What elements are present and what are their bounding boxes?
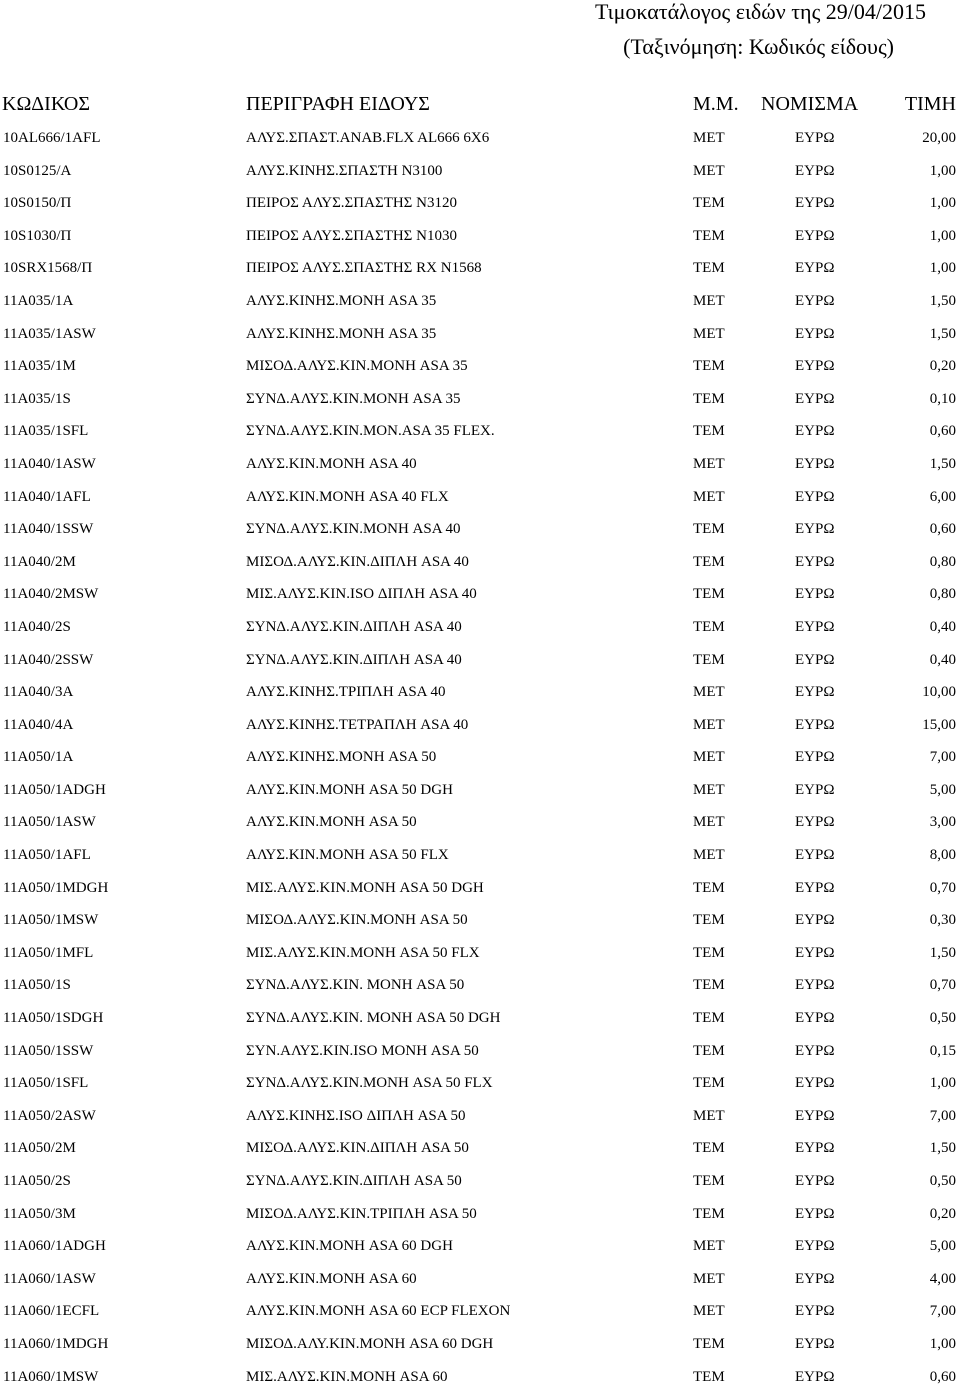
row-unit: ΜΕΤ [693, 325, 725, 342]
row-code: 11A050/1MFL [3, 944, 94, 961]
row-unit: ΜΕΤ [693, 847, 725, 864]
row-code: 11A050/1SSW [3, 1042, 94, 1059]
row-price: 5,00 [929, 1238, 956, 1255]
table-row [0, 709, 960, 742]
row-unit: ΤΕΜ [693, 521, 725, 538]
row-code: 10S0125/A [3, 162, 72, 179]
row-price: 1,00 [929, 260, 956, 277]
table-row [0, 611, 960, 644]
row-currency: ΕΥΡΩ [795, 521, 835, 538]
row-unit: ΜΕΤ [693, 716, 725, 733]
row-description: ΜΙΣΟΔ.ΑΛΥ.ΚΙΝ.ΜΟΝΗ ASA 60 DGH [246, 1335, 494, 1352]
table-row [0, 1263, 960, 1296]
row-price: 0,60 [929, 423, 956, 440]
table-row [0, 155, 960, 188]
row-price: 7,00 [929, 1107, 956, 1124]
row-description: ΜΙΣΟΔ.ΑΛΥΣ.ΚΙΝ.ΜΟΝΗ ASA 50 [246, 912, 468, 929]
row-unit: ΤΕΜ [693, 1010, 725, 1027]
row-code: 11A050/1AFL [3, 847, 91, 864]
table-row [0, 1035, 960, 1068]
row-description: ΜΙΣΟΔ.ΑΛΥΣ.ΚΙΝ.ΔΙΠΛΗ ASA 50 [246, 1140, 469, 1157]
row-code: 11A035/1S [3, 390, 71, 407]
row-currency: ΕΥΡΩ [795, 814, 835, 831]
table-row [0, 1100, 960, 1133]
row-code: 11A050/1MSW [3, 912, 99, 929]
row-description: ΑΛΥΣ.ΚΙΝ.ΜΟΝΗ ASA 40 [246, 455, 417, 472]
row-price: 0,50 [929, 1173, 956, 1189]
row-price: 0,80 [929, 553, 956, 570]
row-unit: ΤΕΜ [693, 358, 725, 375]
row-code: 11A060/1ASW [3, 1270, 96, 1287]
row-price: 1,00 [929, 162, 956, 179]
row-unit: ΤΕΜ [693, 195, 725, 212]
row-unit: ΤΕΜ [693, 944, 725, 961]
row-description: ΣΥΝΔ.ΑΛΥΣ.ΚΙΝ.ΔΙΠΛΗ ASA 40 [246, 651, 462, 668]
row-currency: ΕΥΡΩ [795, 1042, 835, 1059]
row-code: 11A035/1M [3, 358, 76, 375]
row-currency: ΕΥΡΩ [795, 195, 835, 212]
table-row [0, 644, 960, 677]
table-row [0, 1230, 960, 1263]
row-price: 7,00 [929, 749, 956, 766]
row-unit: ΤΕΜ [693, 260, 725, 277]
row-currency: ΕΥΡΩ [795, 292, 835, 309]
row-description: ΑΛΥΣ.ΚΙΝ.ΜΟΝΗ ASA 50 [246, 814, 417, 831]
row-unit: ΜΕΤ [693, 684, 725, 701]
row-description: ΑΛΥΣ.ΚΙΝΗΣ.ΜΟΝΗ ASA 35 [246, 325, 437, 342]
row-price: 7,00 [929, 1303, 956, 1320]
row-code: 11A040/1AFL [3, 488, 91, 505]
table-row [0, 350, 960, 383]
row-description: ΑΛΥΣ.ΚΙΝΗΣ.ΤΕΤΡΑΠΛΗ ASA 40 [246, 716, 469, 733]
row-currency: ΕΥΡΩ [795, 651, 835, 668]
row-currency: ΕΥΡΩ [795, 1368, 835, 1385]
row-code: 10SRX1568/Π [3, 260, 93, 277]
row-code: 11A040/4A [3, 716, 74, 733]
row-price: 1,00 [929, 195, 956, 212]
row-currency: ΕΥΡΩ [795, 488, 835, 505]
row-description: ΣΥΝΔ.ΑΛΥΣ.ΚΙΝ.ΜΟΝ.ASA 35 FLEX. [246, 423, 495, 440]
table-row [0, 1002, 960, 1035]
row-description: ΣΥΝΔ.ΑΛΥΣ.ΚΙΝ.ΜΟΝΗ ASA 35 [246, 390, 461, 407]
row-price: 0,10 [929, 390, 956, 407]
row-unit: ΤΕΜ [693, 1140, 725, 1157]
row-currency: ΕΥΡΩ [795, 1238, 835, 1255]
table-row [0, 1067, 960, 1100]
row-unit: ΜΕΤ [693, 162, 725, 179]
row-code: 11A060/1ECFL [3, 1303, 100, 1320]
row-description: ΜΙΣΟΔ.ΑΛΥΣ.ΚΙΝ.ΜΟΝΗ ASA 35 [246, 358, 468, 375]
row-price: 0,60 [929, 521, 956, 538]
page-title: Τιμοκατάλογος ειδών της 29/04/2015 [595, 0, 926, 24]
row-unit: ΤΕΜ [693, 618, 725, 635]
row-code: 11A040/2S [3, 618, 71, 635]
row-currency: ΕΥΡΩ [795, 227, 835, 244]
table-row [0, 546, 960, 579]
row-price: 20,00 [922, 130, 956, 146]
row-description: ΑΛΥΣ.ΚΙΝ.ΜΟΝΗ ASA 50 FLX [246, 847, 449, 864]
row-currency: ΕΥΡΩ [795, 1270, 835, 1287]
row-unit: ΜΕΤ [693, 1270, 725, 1287]
row-unit: ΤΕΜ [693, 1042, 725, 1059]
row-code: 11A040/2M [3, 553, 76, 570]
row-code: 11A050/3M [3, 1205, 76, 1222]
row-code: 10S0150/Π [3, 195, 72, 212]
table-row [0, 383, 960, 416]
table-row [0, 252, 960, 285]
row-unit: ΤΕΜ [693, 423, 725, 440]
row-price: 3,00 [929, 814, 956, 831]
table-row [0, 318, 960, 351]
row-unit: ΤΕΜ [693, 1335, 725, 1352]
row-description: ΑΛΥΣ.ΚΙΝΗΣ.ΤΡΙΠΛΗ ASA 40 [246, 684, 446, 701]
table-row [0, 122, 960, 155]
row-description: ΠΕΙΡΟΣ ΑΛΥΣ.ΣΠΑΣΤΗΣ Ν1030 [246, 227, 457, 244]
row-currency: ΕΥΡΩ [795, 684, 835, 701]
table-row [0, 1328, 960, 1361]
page-subtitle: (Ταξινόμηση: Κωδικός είδους) [623, 34, 894, 59]
table-row [0, 285, 960, 318]
row-description: ΑΛΥΣ.ΚΙΝΗΣ.ΜΟΝΗ ASA 35 [246, 292, 437, 309]
row-price: 0,60 [929, 1368, 956, 1385]
row-unit: ΜΕΤ [693, 1238, 725, 1255]
row-price: 8,00 [929, 847, 956, 864]
row-currency: ΕΥΡΩ [795, 977, 835, 994]
row-currency: ΕΥΡΩ [795, 1140, 835, 1157]
row-description: ΜΙΣ.ΑΛΥΣ.ΚΙΝ.ISO ΔΙΠΛΗ ASA 40 [246, 586, 477, 603]
row-currency: ΕΥΡΩ [795, 1010, 835, 1027]
row-code: 10S1030/Π [3, 227, 72, 244]
row-price: 1,50 [929, 292, 956, 309]
row-currency: ΕΥΡΩ [795, 423, 835, 440]
row-code: 11A060/1MSW [3, 1368, 99, 1385]
row-currency: ΕΥΡΩ [795, 716, 835, 733]
row-unit: ΜΕΤ [693, 130, 725, 146]
row-description: ΑΛΥΣ.ΚΙΝ.ΜΟΝΗ ASA 60 DGH [246, 1238, 453, 1255]
row-code: 11A035/1SFL [3, 423, 89, 440]
row-price: 4,00 [929, 1270, 956, 1287]
row-currency: ΕΥΡΩ [795, 1075, 835, 1092]
row-currency: ΕΥΡΩ [795, 586, 835, 603]
table-row [0, 578, 960, 611]
row-code: 11A040/3A [3, 684, 74, 701]
row-code: 11A060/1MDGH [3, 1335, 109, 1352]
row-price: 0,70 [929, 879, 956, 896]
row-price: 1,00 [929, 227, 956, 244]
row-description: ΑΛΥΣ.ΚΙΝ.ΜΟΝΗ ASA 60 ECP FLEXON [246, 1303, 511, 1320]
row-price: 5,00 [929, 781, 956, 798]
table-row [0, 774, 960, 807]
row-code: 10AL666/1AFL [3, 130, 101, 146]
table-row [0, 741, 960, 774]
row-currency: ΕΥΡΩ [795, 1205, 835, 1222]
row-description: ΠΕΙΡΟΣ ΑΛΥΣ.ΣΠΑΣΤΗΣ Ν3120 [246, 195, 457, 212]
row-currency: ΕΥΡΩ [795, 1303, 835, 1320]
row-price: 1,50 [929, 325, 956, 342]
row-price: 10,00 [922, 684, 956, 701]
row-code: 11A035/1A [3, 292, 74, 309]
row-description: ΠΕΙΡΟΣ ΑΛΥΣ.ΣΠΑΣΤΗΣ RX N1568 [246, 260, 482, 277]
row-description: ΑΛΥΣ.ΚΙΝΗΣ.ΜΟΝΗ ASA 50 [246, 749, 437, 766]
row-code: 11A035/1ASW [3, 325, 96, 342]
row-description: ΑΛΥΣ.ΚΙΝ.ΜΟΝΗ ASA 40 FLX [246, 488, 449, 505]
row-currency: ΕΥΡΩ [795, 618, 835, 635]
row-price: 1,00 [929, 1075, 956, 1092]
row-price: 0,40 [929, 618, 956, 635]
row-description: ΑΛΥΣ.ΚΙΝΗΣ.ΣΠΑΣΤΗ Ν3100 [246, 162, 443, 179]
row-price: 6,00 [929, 488, 956, 505]
price-list-table [0, 122, 960, 1393]
row-unit: ΤΕΜ [693, 1075, 725, 1092]
row-code: 11A050/2S [3, 1173, 71, 1189]
row-currency: ΕΥΡΩ [795, 944, 835, 961]
row-currency: ΕΥΡΩ [795, 390, 835, 407]
row-price: 1,00 [929, 1335, 956, 1352]
row-unit: ΜΕΤ [693, 1303, 725, 1320]
row-unit: ΜΕΤ [693, 1107, 725, 1124]
row-price: 0,20 [929, 358, 956, 375]
row-currency: ΕΥΡΩ [795, 130, 835, 146]
row-unit: ΜΕΤ [693, 814, 725, 831]
row-code: 11A040/1ASW [3, 455, 96, 472]
column-header-currency: ΝΟΜΙΣΜΑ [761, 93, 859, 115]
row-unit: ΤΕΜ [693, 912, 725, 929]
row-unit: ΤΕΜ [693, 227, 725, 244]
row-unit: ΤΕΜ [693, 586, 725, 603]
table-row [0, 513, 960, 546]
table-row [0, 839, 960, 872]
row-price: 0,70 [929, 977, 956, 994]
table-row [0, 448, 960, 481]
table-row [0, 1361, 960, 1393]
table-row [0, 904, 960, 937]
row-currency: ΕΥΡΩ [795, 455, 835, 472]
row-code: 11A040/2SSW [3, 651, 94, 668]
row-unit: ΤΕΜ [693, 1368, 725, 1385]
row-description: ΣΥΝ.ΑΛΥΣ.ΚΙΝ.ISO ΜΟΝΗ ASA 50 [246, 1042, 479, 1059]
row-code: 11A050/1SDGH [3, 1010, 104, 1027]
row-unit: ΜΕΤ [693, 749, 725, 766]
row-description: ΣΥΝΔ.ΑΛΥΣ.ΚΙΝ. ΜΟΝΗ ASA 50 DGH [246, 1010, 501, 1027]
table-row [0, 872, 960, 905]
column-header-price: ΤΙΜΗ [904, 93, 956, 115]
row-unit: ΜΕΤ [693, 292, 725, 309]
row-price: 1,50 [929, 455, 956, 472]
table-row [0, 1295, 960, 1328]
row-currency: ΕΥΡΩ [795, 1335, 835, 1352]
row-price: 1,50 [929, 1140, 956, 1157]
row-unit: ΜΕΤ [693, 781, 725, 798]
row-unit: ΜΕΤ [693, 488, 725, 505]
row-currency: ΕΥΡΩ [795, 1173, 835, 1189]
column-header-description: ΠΕΡΙΓΡΑΦΗ ΕΙΔΟΥΣ [246, 93, 430, 115]
row-price: 0,40 [929, 651, 956, 668]
table-row [0, 1198, 960, 1231]
row-currency: ΕΥΡΩ [795, 325, 835, 342]
row-price: 0,80 [929, 586, 956, 603]
row-currency: ΕΥΡΩ [795, 358, 835, 375]
row-description: ΜΙΣ.ΑΛΥΣ.ΚΙΝ.ΜΟΝΗ ASA 60 [246, 1368, 448, 1385]
table-row [0, 969, 960, 1002]
row-code: 11A050/1S [3, 977, 71, 994]
table-row [0, 1165, 960, 1198]
row-description: ΣΥΝΔ.ΑΛΥΣ.ΚΙΝ.ΔΙΠΛΗ ASA 40 [246, 618, 462, 635]
row-description: ΣΥΝΔ.ΑΛΥΣ.ΚΙΝ.ΜΟΝΗ ASA 50 FLX [246, 1075, 493, 1092]
row-description: ΜΙΣ.ΑΛΥΣ.ΚΙΝ.ΜΟΝΗ ASA 50 DGH [246, 879, 484, 896]
row-unit: ΤΕΜ [693, 1173, 725, 1189]
row-currency: ΕΥΡΩ [795, 912, 835, 929]
row-description: ΑΛΥΣ.ΚΙΝ.ΜΟΝΗ ASA 50 DGH [246, 781, 453, 798]
row-description: ΣΥΝΔ.ΑΛΥΣ.ΚΙΝ.ΔΙΠΛΗ ASA 50 [246, 1173, 462, 1189]
row-description: ΜΙΣΟΔ.ΑΛΥΣ.ΚΙΝ.ΔΙΠΛΗ ASA 40 [246, 553, 469, 570]
row-description: ΜΙΣΟΔ.ΑΛΥΣ.ΚΙΝ.ΤΡΙΠΛΗ ASA 50 [246, 1205, 477, 1222]
row-unit: ΤΕΜ [693, 651, 725, 668]
row-currency: ΕΥΡΩ [795, 260, 835, 277]
row-price: 0,50 [929, 1010, 956, 1027]
row-currency: ΕΥΡΩ [795, 1107, 835, 1124]
row-description: ΑΛΥΣ.ΣΠΑΣΤ.ΑΝΑΒ.FLX AL666 6X6 [246, 130, 490, 146]
row-description: ΜΙΣ.ΑΛΥΣ.ΚΙΝ.ΜΟΝΗ ASA 50 FLX [246, 944, 480, 961]
row-description: ΣΥΝΔ.ΑΛΥΣ.ΚΙΝ.ΜΟΝΗ ASA 40 [246, 521, 461, 538]
table-row [0, 481, 960, 514]
table-row [0, 676, 960, 709]
row-description: ΑΛΥΣ.ΚΙΝ.ΜΟΝΗ ASA 60 [246, 1270, 417, 1287]
table-row [0, 187, 960, 220]
table-row [0, 937, 960, 970]
table-row [0, 220, 960, 253]
row-currency: ΕΥΡΩ [795, 749, 835, 766]
table-row [0, 415, 960, 448]
row-code: 11A050/1ADGH [3, 781, 106, 798]
row-currency: ΕΥΡΩ [795, 781, 835, 798]
row-description: ΑΛΥΣ.ΚΙΝΗΣ.ISO ΔΙΠΛΗ ASA 50 [246, 1107, 466, 1124]
row-code: 11A060/1ADGH [3, 1238, 106, 1255]
row-price: 0,15 [929, 1042, 956, 1059]
row-code: 11A050/1SFL [3, 1075, 89, 1092]
row-code: 11A050/1A [3, 749, 74, 766]
row-unit: ΤΕΜ [693, 977, 725, 994]
row-currency: ΕΥΡΩ [795, 553, 835, 570]
row-unit: ΤΕΜ [693, 553, 725, 570]
row-currency: ΕΥΡΩ [795, 879, 835, 896]
row-price: 0,30 [929, 912, 956, 929]
row-price: 0,20 [929, 1205, 956, 1222]
table-row [0, 1132, 960, 1165]
row-code: 11A040/1SSW [3, 521, 94, 538]
row-unit: ΜΕΤ [693, 455, 725, 472]
column-header-unit: Μ.Μ. [693, 93, 739, 115]
row-description: ΣΥΝΔ.ΑΛΥΣ.ΚΙΝ. ΜΟΝΗ ASA 50 [246, 977, 465, 994]
row-code: 11A050/2M [3, 1140, 76, 1157]
row-unit: ΤΕΜ [693, 390, 725, 407]
row-price: 1,50 [929, 944, 956, 961]
row-code: 11A050/1ASW [3, 814, 96, 831]
row-currency: ΕΥΡΩ [795, 162, 835, 179]
row-code: 11A050/2ASW [3, 1107, 96, 1124]
row-unit: ΤΕΜ [693, 1205, 725, 1222]
column-header-code: ΚΩΔΙΚΟΣ [2, 93, 90, 115]
row-code: 11A050/1MDGH [3, 879, 109, 896]
row-currency: ΕΥΡΩ [795, 847, 835, 864]
row-code: 11A040/2MSW [3, 586, 99, 603]
table-row [0, 806, 960, 839]
row-unit: ΤΕΜ [693, 879, 725, 896]
row-price: 15,00 [922, 716, 956, 733]
